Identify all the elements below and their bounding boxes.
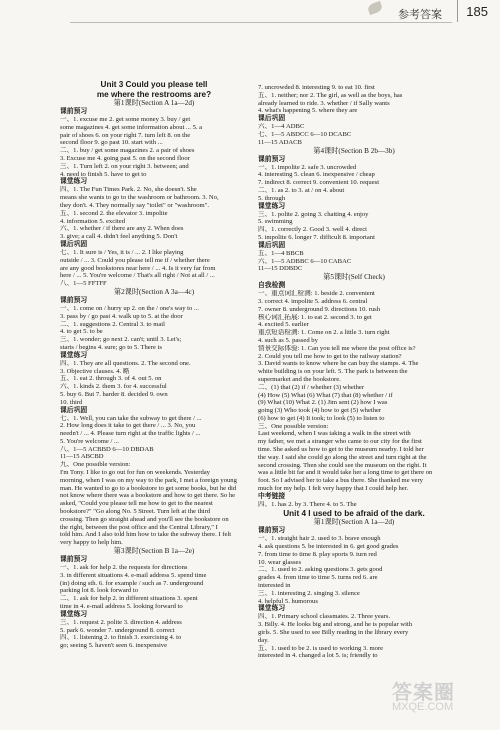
right-column (258, 84, 450, 660)
answer-line: 四、1. correctly 2. Good 3. well 4. direct (258, 226, 367, 234)
answer-line: 三、One possible version: (258, 422, 329, 430)
answer-line: (6) how to get (4) It took; to look (5) to listen to (258, 414, 385, 422)
answer-line: 七、1. It sure is / Yes, it is / ... 2. I like playing (60, 248, 184, 256)
unit-heading: me where the restrooms are? (96, 89, 212, 99)
answer-line: parking lot 8. look forward to (60, 587, 139, 595)
answer-line: morning, when I was on my way to the park, I met a foreign young (60, 476, 237, 484)
answer-line: 三、1. polite 2. going 3. chatting 4. enjoy (258, 210, 369, 218)
answer-line: are any good bookstores near here / ... 4. Is it very far from (60, 264, 216, 272)
answer-line: outside / ... 3. Could you please tell me if / whether there (60, 256, 210, 264)
answer-line: 5. buy 6. But 7. harder 8. decided 9. own (60, 390, 168, 398)
answer-line: 一、1. excuse me 2. get some money 3. buy / get (60, 116, 191, 123)
answer-line: 10. wear glasses (258, 558, 302, 566)
answer-line: girls. 5. She used to see Billy reading in the library every (258, 628, 409, 636)
answer-line: 核心词汇拓展: 1. to eat 2. second 3. to get (258, 313, 372, 321)
answer-line: supermarket and the bookstore. (258, 375, 341, 383)
answer-line: 2. Could you tell me how to get to the railway station? (258, 352, 402, 360)
answer-line: man. He wanted to go to a bookstore to get some books, but he did (60, 484, 237, 492)
answer-line: go; seeing 5. haven't seen 6. inexpensive (60, 642, 168, 650)
answer-line: grades 4. from time to time 5. turns red 6. are (258, 574, 378, 582)
answer-line: 5. through (258, 194, 286, 202)
watermark-logo (392, 676, 486, 722)
answer-line: 11—15 ABCBD (60, 453, 104, 461)
answer-line: 一、重点词汇检测: 1. beside 2. convenient (258, 290, 375, 298)
subsection-heading: 课前预习 (258, 155, 286, 163)
answer-line: starts / begins 4. sure; go to 5. There is (60, 343, 162, 351)
answer-line: 3. Billy. 4. He looks big and strong, and he is popular with (258, 621, 413, 629)
answer-line: 11—15 DDBDC (258, 265, 303, 273)
answer-line: 六、1—4 ADBC (258, 123, 305, 131)
answer-line: second floor 9. go past 10. start with ... (60, 139, 163, 147)
left-column (60, 80, 248, 650)
answer-line: 3. give; a call 4. didn't feel anything 5. Don't (60, 233, 178, 241)
leaf-icon (367, 1, 384, 15)
subsection-heading: 课堂练习 (60, 610, 88, 618)
section-heading: 第1课时(Section A 1a—2d) (313, 518, 395, 527)
answer-line: already learned to ride. 3. whether / if Sally wants (258, 99, 390, 107)
header-rule (70, 22, 452, 23)
answer-line: 5. park 6. wonder 7. underground 8. correct (60, 626, 175, 634)
subsection-heading: 课后巩固 (60, 240, 88, 248)
subsection-heading: 中考链接 (258, 492, 286, 500)
section-heading: 第3课时(Section B 1a—2e) (113, 547, 195, 556)
answer-line: 三、1. interesting 2. singing 3. silence (258, 589, 360, 597)
answer-line: told him. And I also told him how to take the subway there. I felt (60, 531, 232, 539)
answer-line: 二、1. buy / get some magazines 2. a pair of shoes (60, 147, 195, 155)
watermark-bottom-text: MXQE.COM (392, 701, 454, 713)
answer-line: 六、1—5 ADBBC 6—10 CABAC (258, 257, 352, 265)
answer-line: 一、1. come on / hurry up 2. on the / one's way to ... (60, 304, 199, 312)
answer-line: the right, between the post office and the Central Library," I (60, 523, 218, 531)
subsection-heading: 课后巩固 (60, 406, 88, 414)
answer-line: much for my help. I felt very happy that I could help her. (258, 485, 409, 493)
answer-line: asked, "Could you please tell me how to get to the nearest (60, 500, 213, 508)
answer-line: 2. How long does it take to get there / ... 3. No, you (60, 422, 196, 430)
answer-line: 五、1. second 2. the elevator 3. impolite (60, 209, 168, 217)
answer-line: (in) doing sth. 6. for example / such as 7. underground (60, 579, 204, 587)
answer-line: 四、1. has 2. by 3. There 4. to 5. The (258, 500, 357, 508)
answer-line: 五、1. used to be 2. is used to working 3. more (258, 644, 384, 652)
answer-line: 九、One possible version: (60, 461, 131, 469)
answer-line: bookstore?" "Go along No. 5 Street. Turn left at the third (60, 508, 211, 516)
page-number: 185 (466, 4, 488, 19)
answer-line: white building is on your left. 5. The park is between the (258, 368, 408, 376)
answer-line: 八、1—5 ACBBD 6—10 DBDAB (60, 445, 154, 453)
answer-line: the way. I said she could go along the street and turn right at the (258, 453, 427, 461)
answer-line: 4. ask questions 5. be interested in 6. get good grades (258, 542, 399, 550)
answer-line: 二、(1) that (2) if / whether (3) whether (258, 383, 365, 391)
answer-line: 一、1. ask for help 2. the requests for directions (60, 564, 188, 572)
answer-line: was a little bit far and it would take her a long time to get there on (258, 469, 433, 477)
answer-line: day. (258, 636, 269, 644)
answer-line: 5. impolite 6. longer 7. difficult 8. important (258, 233, 375, 241)
answer-line: 7. uncrowded 8. interesting 9. to eat 10. first (258, 84, 375, 91)
subsection-heading: 课前预习 (258, 527, 286, 535)
answer-line: 4. to get 5. to be (60, 328, 103, 336)
answer-line: here / ... 5. You're welcome / That's all right / Not at all / ... (60, 272, 215, 280)
answer-line: I'm Tony. I like to go out for fun on weekends. Yesterday (60, 469, 210, 477)
subsection-heading: 课前预习 (60, 296, 88, 304)
answer-line: 四、1. The Fun Times Park. 2. No, she doesn't. She (60, 186, 197, 194)
answer-line: 二、1. suggestions 2. Central 3. to mail (60, 320, 165, 328)
subsection-heading: 课后巩固 (258, 115, 286, 123)
subsection-heading: 课堂练习 (60, 178, 88, 186)
answer-line: 4. excited 5. earlier (258, 321, 309, 329)
unit-heading: Unit 3 Could you please tell (100, 80, 208, 89)
answer-line: (4) How (5) What (6) What (7) that (8) whether / if (258, 391, 393, 399)
answer-line: time in 4. e-mail address 5. looking forward to (60, 603, 183, 611)
answer-line: 4. what's happening 5. where they are (258, 107, 358, 115)
section-heading: 第4课时(Section B 2b—3b) (313, 146, 395, 155)
header-title: 参考答案 (398, 9, 442, 21)
answer-line: second crossing. Then she could see the museum on the right. It (258, 461, 427, 469)
section-heading: 第1课时(Section A 1a—2d) (113, 99, 195, 107)
answer-line: 三、1. request 2. polite 3. direction 4. address (60, 618, 182, 626)
watermark-top-text: 答案圈 (392, 682, 455, 704)
answer-line: 情景交际体验: 1. Can you tell me where the post office is? (258, 344, 416, 352)
answer-line: 一、1. impolite 2. safe 3. uncrowded (258, 163, 357, 171)
answer-line: Last weekend, when I was taking a walk in the street with (258, 430, 411, 438)
answer-line: 7. from time to time 8. play sports 9. turn red (258, 550, 377, 558)
answer-line: not know where there was a bookstore and how to get there. So he (60, 492, 236, 500)
answer-line: 重点短语检测: 1. Come on 2. a little 3. turn right (258, 329, 390, 337)
answer-line: 三、1. Turn left 2. on your right 3. between; and (60, 162, 189, 170)
answer-line: interested in (258, 581, 291, 589)
answer-line: 六、1. kinds 2. them 3. for 4. successful (60, 383, 167, 391)
answer-line: 3. pass by / go past 4. walk up to 5. at the door (60, 312, 183, 320)
answer-line: 四、1. listening 2. to finish 3. exercising 4. to (60, 634, 182, 642)
answer-line: 4. such as 5. passed by (258, 336, 318, 344)
answer-line: 5. You're welcome / ... (60, 437, 119, 445)
answer-line: 四、1. Primary school classmates. 2. Three years. (258, 613, 391, 621)
answer-line: 7. owner 8. underground 9. directions 10. rush (258, 305, 381, 313)
answer-line: 3. correct 4. impolite 5. address 6. central (258, 297, 368, 305)
answer-line: very happy to help him. (60, 539, 123, 547)
subsection-heading: 课前预习 (60, 108, 88, 115)
answer-line: 3. in different situations 4. e-mail address 5. spend time (60, 571, 207, 579)
answer-line: 一、1. straight hair 2. used to 3. brave enough (258, 535, 381, 543)
answer-line: means she wants to go to the washroom or bathroom. 3. No, (60, 194, 219, 202)
unit-heading: Unit 4 I used to be afraid of the dark. (283, 508, 425, 518)
answer-line: foot. So I advised her to take a bus there. She thanked me very (258, 477, 423, 485)
answer-line: 10. third (60, 398, 83, 406)
answer-line: 7. indirect 8. correct 9. convenient 10. request (258, 179, 380, 187)
answer-line: 4. interesting 5. clean 6. inexpensive / cheap (258, 171, 375, 179)
answer-line: 三、1. wonder; go next 2. can't; until 3. Let's; (60, 336, 182, 344)
answer-line: 3. David wants to know where he can buy the stamps. 4. The (258, 360, 419, 368)
answer-line: 四、1. They are all questions. 2. The second one. (60, 359, 191, 367)
answer-line: 4. information 5. excited (60, 217, 126, 225)
answer-line: 二、1. as 2. to 3. at / on 4. about (258, 186, 345, 194)
section-heading: 第5课时(Self Check) (323, 273, 385, 282)
answer-line: time. She asked us how to get to the museum nearby. I told her (258, 446, 424, 454)
answer-line: 八、1—5 FFTFF (60, 280, 107, 288)
subsection-heading: 自我检测 (258, 282, 286, 290)
answer-line: (9) What (10) What 2. (1) Jim sent (2) how I was (258, 399, 388, 407)
answer-line: 五、1. neither; nor 2. The girl, as well as the boys, has (258, 91, 403, 99)
answer-line: 二、1. ask for help 2. in different situations 3. spent (60, 595, 198, 603)
answer-line: 4. helpful 5. humorous (258, 597, 318, 605)
answer-line: 五、1—4 BBCB (258, 249, 304, 257)
answer-line: 3. Objective clauses. 4. 略 (60, 367, 130, 375)
answer-line: 5. swimming (258, 218, 293, 226)
subsection-heading: 课堂练习 (60, 351, 88, 359)
answer-line: 11—15 ADACB (258, 138, 302, 146)
answer-line: interested in 4. changed a lot 5. is; friendly to (258, 652, 378, 660)
answer-line: 3. Excuse me 4. going past 5. on the second floor (60, 154, 190, 162)
answer-line: they don't. 4. They normally say "toilet" or "washroom". (60, 201, 209, 209)
answer-line: going (3) Who took (4) how to get (5) whether (258, 407, 382, 415)
answer-line: pair of shoes 6. on your right 7. turn left 8. on the (60, 131, 191, 139)
subsection-heading: 课后巩固 (258, 241, 286, 249)
subsection-heading: 课堂练习 (258, 605, 286, 613)
answer-line: crossing. Then go straight ahead and you'll see the bookstore on (60, 515, 229, 523)
subsection-heading: 课前预习 (60, 556, 88, 564)
section-heading: 第2课时(Section A 3a—4c) (113, 287, 195, 296)
subsection-heading: 课堂练习 (258, 202, 286, 210)
answer-line: 二、1. used to 2. asking questions 3. gets good (258, 566, 383, 574)
answer-line: my father, we met a stranger who came to our city for the first (258, 438, 422, 446)
answer-line: 五、1. eat 2. through 3. of 4. out 5. on (60, 375, 162, 383)
answer-line: needn't / ... 4. Please turn right at the traffic lights / ... (60, 430, 201, 438)
header-divider (457, 0, 458, 22)
answer-line: 六、1. whether / if there are any 2. When does (60, 225, 184, 233)
answer-line: 4. need to finish 5. have to get to (60, 170, 147, 178)
answer-line: some magazines 4. get some information about ... 5. a (60, 123, 203, 131)
page-header (0, 0, 500, 30)
answer-line: 七、1. Well, you can take the subway to get there / ... (60, 414, 202, 422)
answer-line: 七、1—5 ABDCC 6—10 DCABC (258, 130, 352, 138)
